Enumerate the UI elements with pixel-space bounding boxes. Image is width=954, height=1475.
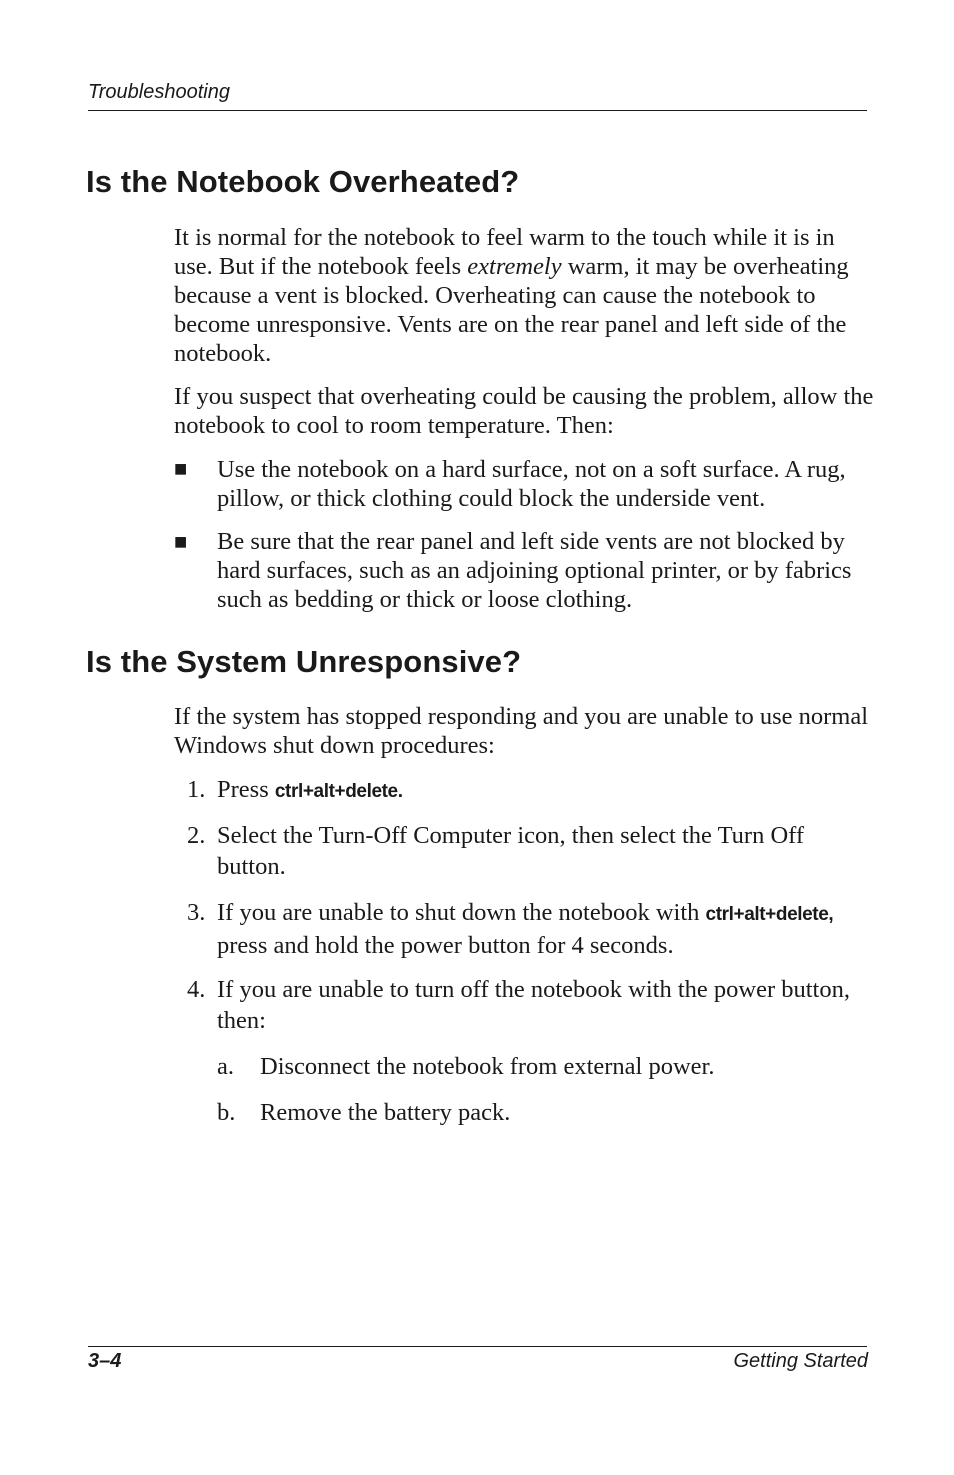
step-item — [217, 774, 877, 807]
paragraph-text: warm, it may be overheating because a vent is blocked. Overheating can cause the notebook to become unresponsive. Vents are on the rear panel and left side of the notebook. — [174, 253, 849, 367]
substep-letter: a. — [217, 1053, 234, 1080]
key-combo: ctrl+alt+delete. — [274, 781, 403, 802]
section-title-unresponsive: Is the System Unresponsive? — [86, 644, 522, 679]
step-number: 2. — [187, 822, 206, 849]
step-item: If you are unable to turn off the notebook with the power button, then: — [217, 976, 850, 1034]
section-title-overheated: Is the Notebook Overheated? — [86, 164, 520, 199]
step-text: press and hold the power button for 4 seconds. — [217, 932, 674, 959]
step-number: 1. — [187, 776, 206, 803]
substep-item: Remove the battery pack. — [260, 1099, 511, 1126]
step-item — [217, 897, 877, 961]
bullet-item: Use the notebook on a hard surface, not on a soft surface. A rug, pillow, or thick clothing could block the underside vent. — [217, 456, 846, 512]
step-text: Press — [217, 776, 275, 803]
key-combo: ctrl+alt+delete, — [705, 904, 834, 925]
overheated-paragraph-2: If you suspect that overheating could be causing the problem, allow the notebook to cool to room temperature. Then: — [174, 383, 874, 439]
step-item: Select the Turn-Off Computer icon, then select the Turn Off button. — [217, 822, 805, 880]
running-head: Troubleshooting — [88, 81, 230, 103]
substep-item: Disconnect the notebook from external power. — [260, 1053, 715, 1080]
bullet-square-icon: ■ — [174, 529, 188, 554]
step-number: 3. — [187, 899, 206, 926]
step-text: If you are unable to shut down the notebook with — [217, 899, 706, 926]
substep-letter: b. — [217, 1099, 236, 1126]
overheated-paragraph-1 — [174, 223, 874, 368]
book-title: Getting Started — [733, 1350, 868, 1372]
page-number: 3–4 — [88, 1350, 122, 1372]
bullet-square-icon: ■ — [174, 456, 188, 481]
step-number: 4. — [187, 976, 206, 1003]
paragraph-text: It is normal for the notebook to feel warm to the touch while it is in use. But if the notebook feels — [174, 224, 835, 280]
footer-rule — [88, 1346, 867, 1347]
unresponsive-intro: If the system has stopped responding and you are unable to use normal Windows shut down procedures: — [174, 703, 869, 759]
bullet-item: Be sure that the rear panel and left side vents are not blocked by hard surfaces, such as an adjoining optional printer, or by fabrics such as bedding or thick or loose clothing. — [217, 528, 852, 613]
emphasis-text: extremely — [467, 253, 562, 280]
header-rule — [88, 110, 867, 111]
